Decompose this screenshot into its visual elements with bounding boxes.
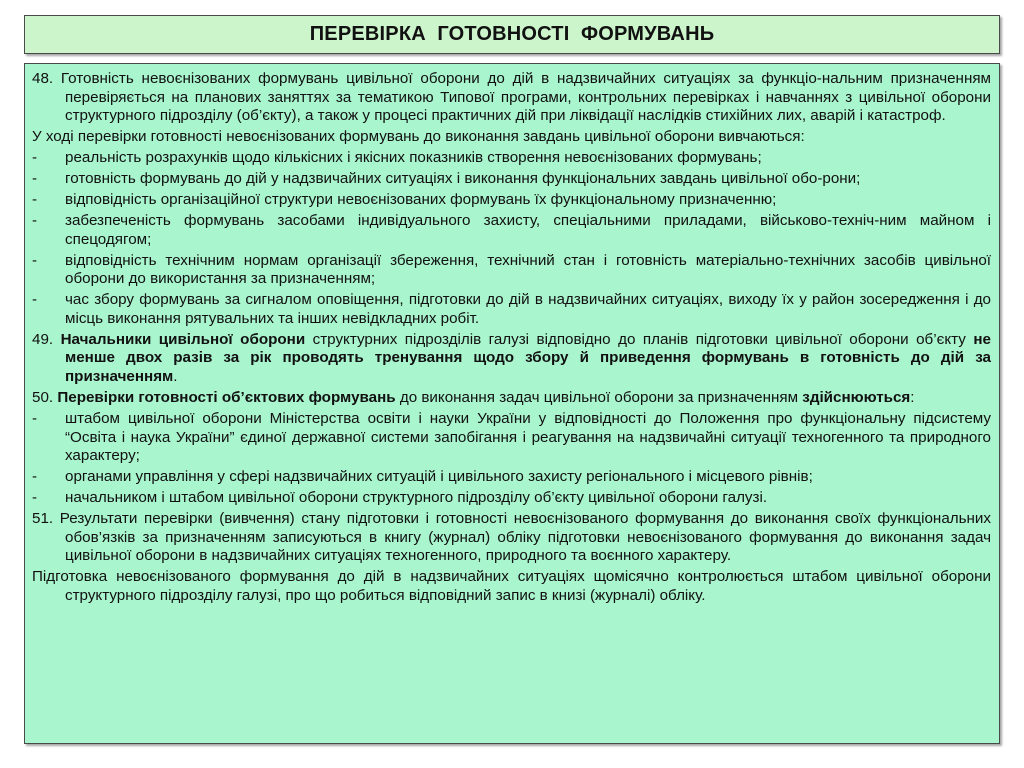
list-item — [32, 252, 991, 289]
list-item — [32, 191, 991, 210]
list-item-text: час збору формувань за сигналом оповіщення, підготовки до дій в надзвичайних ситуаціях, виходу їх у район зосередження і до місць виконання рятувальних та інших невідкладних робіт. — [65, 291, 991, 327]
list-dash: - — [32, 291, 38, 309]
list-item-text: готовність формувань до дій у надзвичайних ситуаціях і виконання функціональних завдань цивільної обо-рони; — [65, 170, 861, 188]
paragraph-49-bold-subject: Начальники цивільної оборони — [60, 330, 306, 348]
paragraph-49-end: . — [173, 368, 178, 386]
paragraph-48: 48. Готовність невоєнізованих формувань цивільної оборони до дій в надзвичайних ситуаціях за функціо-нальним призначенням перевіряється на планових заняттях за тематикою Типової програми, контрольних перевірках і навчаннях з цивільної оборони структурного підрозділу (об’єкту), а також у процесі практичних дій при ліквідації наслідків стихійних лих, аварій і катастроф. — [32, 70, 991, 125]
list-item-text: реальність розрахунків щодо кількісних і якісних показників створення невоєнізованих формувань; — [65, 149, 762, 167]
slide-title-box — [24, 15, 1000, 54]
list-item-text: забезпеченість формувань засобами індивідуального захисту, спеціальними приладами, військово-техніч-ним майном і спецодягом; — [65, 212, 991, 248]
list-item — [32, 212, 991, 249]
list-item — [32, 468, 991, 487]
paragraph-50-bold-verb: здійснюються — [802, 389, 911, 407]
paragraph-48-intro: У ході перевірки готовності невоєнізованих формувань до виконання завдань цивільної оборони вивчаються: — [32, 128, 805, 146]
list-item-text: відповідність організаційної структури невоєнізованих формувань їх функціональному призначенню; — [65, 191, 777, 209]
paragraph-51: 51. Результати перевірки (вивчення) стану підготовки і готовності невоєнізованого формування до виконання своїх функціональних обов’язків за призначенням записуються в книгу (журнал) обліку підготовки невоєнізованого формування до виконання задач цивільної оборони в надзвичайних ситуаціях техногенного, природного та воєнного характеру. — [32, 510, 991, 565]
list-item-text: штабом цивільної оборони Міністерства освіти і науки України у відповідності до Положення про функціональну підсистему “Освіта і наука України” єдиної державної системи запобігання і реагування на надзвичайні ситуації техногенного та природного характеру; — [65, 410, 991, 465]
list-dash: - — [32, 170, 38, 188]
list-item — [32, 170, 991, 189]
list-dash: - — [32, 149, 38, 167]
list-dash: - — [32, 212, 38, 230]
paragraph-final: Підготовка невоєнізованого формування до дій в надзвичайних ситуаціях щомісячно контролюється штабом цивільної оборони структурного підрозділу галузі, про що робиться відповідний запис в книзі (журналі) обліку. — [32, 568, 991, 604]
list-item-text: органами управління у сфері надзвичайних ситуацій і цивільного захисту регіонального і місцевого рівнів; — [65, 468, 813, 486]
list-dash: - — [32, 410, 38, 427]
paragraph-50-number: 50. — [32, 389, 58, 407]
list-item-text: відповідність технічним нормам організації збереження, технічний стан і готовність матеріально-технічних засобів цивільної оборони до використання за призначенням; — [65, 251, 991, 288]
list-dash: - — [32, 489, 38, 507]
paragraph-49-number: 49. — [32, 330, 61, 348]
list-item — [32, 149, 991, 168]
list-item-text: начальником і штабом цивільної оборони структурного підрозділу об’єкту цивільної оборони галузі. — [65, 489, 768, 507]
paragraph-50-text: до виконання задач цивільної оборони за призначенням — [395, 389, 803, 407]
paragraph-49 — [32, 331, 991, 387]
list-item — [32, 291, 991, 328]
slide-title: ПЕРЕВІРКА ГОТОВНОСТІ ФОРМУВАНЬ — [309, 23, 715, 45]
paragraph-49-bold-requirement: не менше двох разів за рік проводять тренування щодо збору й приведення формувань в готовність до дій за призначенням — [65, 330, 991, 386]
list-dash: - — [32, 468, 38, 486]
paragraph-50-bold-subject: Перевірки готовності об’єктових формувань — [57, 389, 396, 407]
paragraph-50-end: : — [910, 389, 915, 407]
paragraph-50 — [32, 389, 991, 408]
list-item — [32, 410, 991, 466]
content-box — [24, 63, 1000, 744]
list-dash: - — [32, 191, 38, 209]
list-item — [32, 489, 991, 508]
list-dash: - — [32, 251, 38, 269]
paragraph-49-text: структурних підрозділів галузі відповідно до планів підготовки цивільної оборони об’єкту — [305, 330, 974, 348]
